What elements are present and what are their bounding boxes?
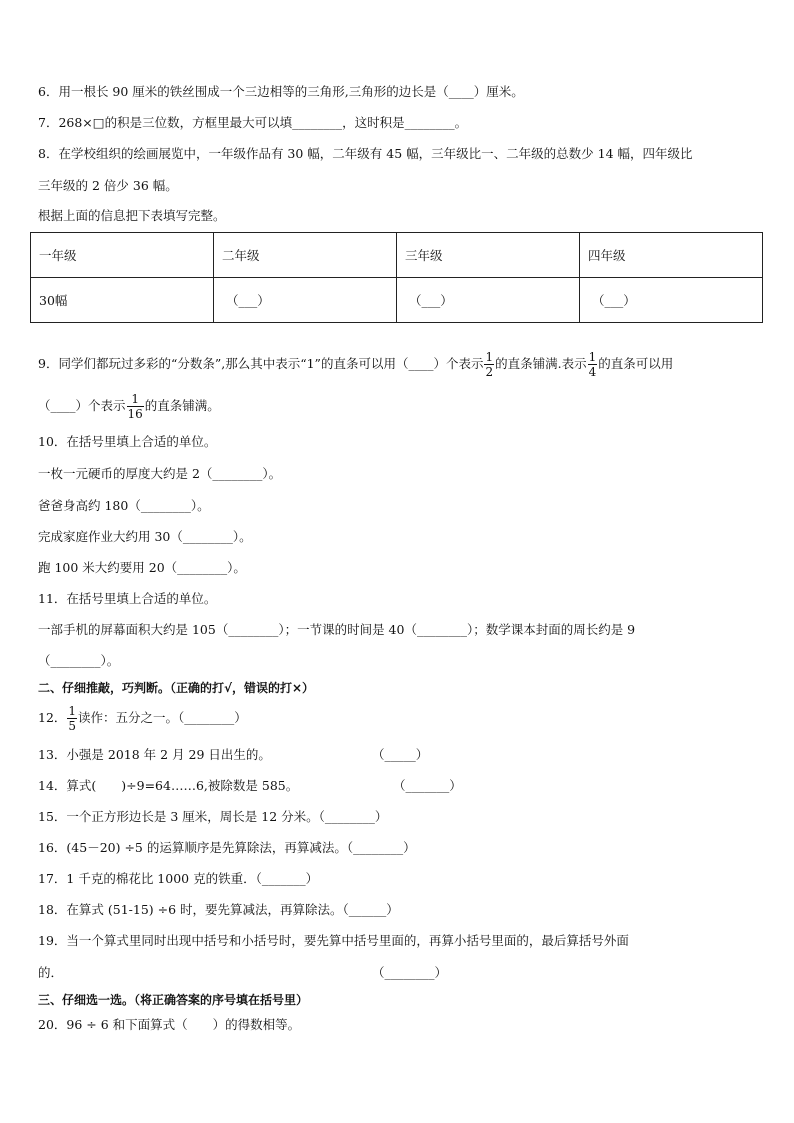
question-11-line-2: （________）。 <box>38 653 120 668</box>
table-cell-blank[interactable]: （___） <box>214 278 397 323</box>
table-cell: 30幅 <box>31 278 214 323</box>
table-header-cell: 一年级 <box>31 233 214 278</box>
question-8-line-2: 三年级的 2 倍少 36 幅。 <box>38 178 178 193</box>
question-19-answer-blank[interactable]: （________） <box>372 965 448 980</box>
grades-table <box>30 232 763 323</box>
fraction-one-sixteenth <box>127 393 144 420</box>
table-cell-blank[interactable]: （___） <box>397 278 580 323</box>
fraction-denominator: 16 <box>127 407 143 421</box>
q12-prefix: 12． <box>38 710 67 725</box>
question-14: 14．算式( )÷9=64……6,被除数是 585。 <box>38 778 299 793</box>
table-header-cell: 三年级 <box>397 233 580 278</box>
question-10-item: 完成家庭作业大约用 30（________）。 <box>38 529 252 544</box>
question-13: 13．小强是 2018 年 2 月 29 日出生的。 <box>38 747 271 762</box>
q9-text: 的直条可以用 <box>598 356 674 371</box>
fraction-numerator: 1 <box>68 704 77 718</box>
q9-text: 的直条铺满。 <box>144 398 220 413</box>
question-19-line-1: 19．当一个算式里同时出现中括号和小括号时，要先算中括号里面的，再算小括号里面的，最后算括号外面 <box>38 933 629 948</box>
fraction-one-half <box>484 351 494 378</box>
section-2-title: 二、仔细推敲，巧判断。（正确的打√，错误的打×） <box>38 681 315 695</box>
fraction-denominator: 4 <box>588 365 597 379</box>
question-12 <box>38 700 247 736</box>
question-16: 16．(45－20) ÷5 的运算顺序是先算除法，再算减法。（________） <box>38 840 416 855</box>
fraction-denominator: 2 <box>485 365 494 379</box>
table-header-cell: 四年级 <box>580 233 763 278</box>
question-8-line-1: 8．在学校组织的绘画展览中，一年级作品有 30 幅，二年级有 45 幅，三年级比一、二年级的总数少 14 幅，四年级比 <box>38 146 693 161</box>
question-7: 7．268×□的积是三位数，方框里最大可以填________，这时积是________。 <box>38 115 468 130</box>
question-6: 6．用一根长 90 厘米的铁丝围成一个三边相等的三角形,三角形的边长是（____）厘米。 <box>38 84 524 99</box>
fraction-one-quarter <box>588 351 598 378</box>
question-14-answer-blank[interactable]: （_______） <box>393 778 462 793</box>
question-11-title: 11．在括号里填上合适的单位。 <box>38 591 217 606</box>
q12-text: 读作：五分之一。（________） <box>78 710 247 725</box>
fraction-numerator: 1 <box>588 350 597 364</box>
question-20: 20．96 ÷ 6 和下面算式（ ）的得数相等。 <box>38 1017 301 1032</box>
fraction-numerator: 1 <box>485 350 494 364</box>
question-10-item: 爸爸身高约 180（________）。 <box>38 498 210 513</box>
question-10-item: 跑 100 米大约要用 20（________）。 <box>38 560 246 575</box>
question-8-instruction: 根据上面的信息把下表填写完整。 <box>38 208 226 223</box>
question-19-line-2: 的． <box>38 965 64 980</box>
question-10-title: 10．在括号里填上合适的单位。 <box>38 434 217 449</box>
table-row <box>31 278 763 323</box>
table-header-cell: 二年级 <box>214 233 397 278</box>
q9-text: 9．同学们都玩过多彩的“分数条”,那么其中表示“1”的直条可以用（____）个表示 <box>38 356 484 371</box>
question-9-line-1 <box>38 346 673 382</box>
question-11-line-1: 一部手机的屏幕面积大约是 105（________）；一节课的时间是 40（________）；数学课本封面的周长约是 9 <box>38 622 636 637</box>
question-17: 17．1 千克的棉花比 1000 克的铁重．（_______） <box>38 871 319 886</box>
q9-text: （____）个表示 <box>38 398 126 413</box>
question-13-answer-blank[interactable]: （_____） <box>372 747 429 762</box>
q9-text: 的直条铺满.表示 <box>495 356 587 371</box>
section-3-title: 三、仔细选一选。（将正确答案的序号填在括号里） <box>38 993 309 1007</box>
fraction-one-fifth <box>67 705 77 732</box>
fraction-numerator: 1 <box>127 393 144 407</box>
question-15: 15．一个正方形边长是 3 厘米，周长是 12 分米。（________） <box>38 809 388 824</box>
table-cell-blank[interactable]: （___） <box>580 278 763 323</box>
question-18: 18．在算式 (51-15) ÷6 时，要先算减法，再算除法。（______） <box>38 902 399 917</box>
question-10-item: 一枚一元硬币的厚度大约是 2（________）。 <box>38 466 282 481</box>
question-9-line-2 <box>38 388 220 424</box>
table-header-row <box>31 233 763 278</box>
fraction-denominator: 5 <box>68 719 77 733</box>
